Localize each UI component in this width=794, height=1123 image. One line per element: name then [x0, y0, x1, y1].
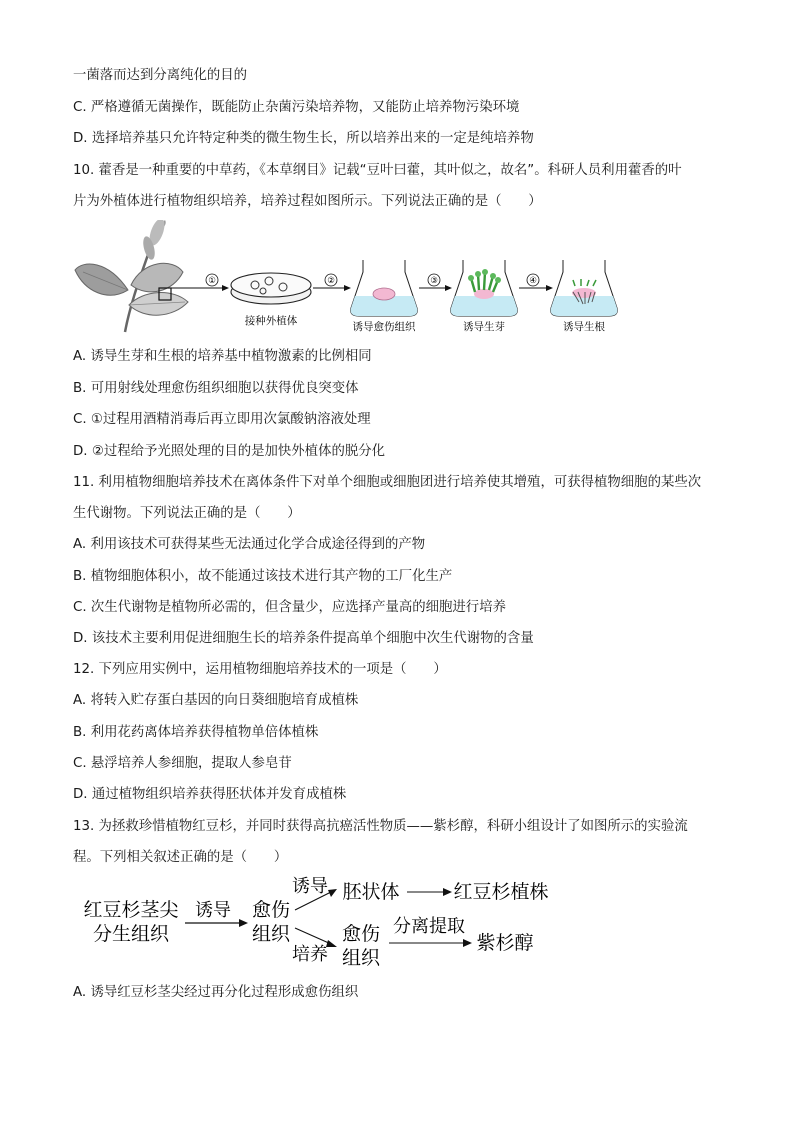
- option-13a: A. 诱导红豆杉茎尖经过再分化过程形成愈伤组织: [73, 985, 359, 1000]
- taxol-flow-figure: [73, 868, 573, 978]
- node-taxol: 紫杉醇: [476, 932, 534, 954]
- tissue-culture-figure: [73, 220, 633, 340]
- plant-leaf-illustration: [75, 220, 188, 332]
- question-11-line2: 生代谢物。下列说法正确的是（ ）: [73, 506, 301, 521]
- label-callus: 诱导愈伤组织: [352, 321, 416, 333]
- option-12b: B. 利用花药离体培养获得植物单倍体植株: [73, 725, 319, 740]
- option-11a: A. 利用该技术可获得某些无法通过化学合成途径得到的产物: [73, 537, 426, 552]
- node-callus-line2: 组织: [251, 923, 291, 945]
- option-9d: D. 选择培养基只允许特定种类的微生物生长，所以培养出来的一定是纯培养物: [73, 131, 534, 146]
- arrow-culture-label: 培养: [292, 944, 328, 965]
- arrow-induce-label: 诱导: [195, 900, 231, 921]
- option-12a: A. 将转入贮存蛋白基因的向日葵细胞培育成植株: [73, 693, 359, 708]
- question-10-line2: 片为外植体进行植物组织培养，培养过程如图所示。下列说法正确的是（ ）: [73, 194, 542, 209]
- label-root: 诱导生根: [563, 321, 605, 333]
- node-callus2-line2: 组织: [341, 947, 381, 969]
- label-shoot: 诱导生芽: [463, 321, 505, 333]
- node-source-line1: 红豆杉茎尖: [83, 899, 179, 921]
- step-3-label: ③: [430, 276, 438, 286]
- option-10c: C. ①过程用酒精消毒后再立即用次氯酸钠溶液处理: [73, 412, 371, 427]
- option-11d: D. 该技术主要利用促进细胞生长的培养条件提高单个细胞中次生代谢物的含量: [73, 631, 534, 646]
- node-source-line2: 分生组织: [92, 923, 170, 945]
- question-12: 12. 下列应用实例中，运用植物细胞培养技术的一项是（ ）: [73, 662, 447, 677]
- arrow-extract-label: 分离提取: [393, 916, 465, 937]
- question-13-line2: 程。下列相关叙述正确的是（ ）: [73, 850, 288, 865]
- option-10a: A. 诱导生芽和生根的培养基中植物激素的比例相同: [73, 349, 372, 364]
- node-callus2-line1: 愈伤: [341, 923, 381, 945]
- flask-root: [551, 260, 618, 316]
- option-12c: C. 悬浮培养人参细胞，提取人参皂苷: [73, 756, 292, 771]
- node-embryo: 胚状体: [342, 881, 400, 903]
- step-2-label: ②: [327, 276, 335, 286]
- option-12d: D. 通过植物组织培养获得胚状体并发育成植株: [73, 787, 347, 802]
- option-11b: B. 植物细胞体积小，故不能通过该技术进行其产物的工厂化生产: [73, 569, 453, 584]
- node-callus-line1: 愈伤: [251, 899, 291, 921]
- flask-shoot: [451, 260, 518, 316]
- option-9c: C. 严格遵循无菌操作，既能防止杂菌污染培养物，又能防止培养物污染环境: [73, 100, 520, 115]
- option-10d: D. ②过程给予光照处理的目的是加快外植体的脱分化: [73, 444, 386, 459]
- option-10b: B. 可用射线处理愈伤组织细胞以获得优良突变体: [73, 381, 359, 396]
- question-13-line1: 13. 为拯救珍惜植物红豆杉，并同时获得高抗癌活性物质——紫杉醇，科研小组设计了如图所示的实验流: [73, 819, 688, 834]
- question-11-line1: 11. 利用植物细胞培养技术在离体条件下对单个细胞或细胞团进行培养使其增殖，可获得植物细胞的某些次: [73, 475, 702, 490]
- petri-dish: [231, 273, 311, 304]
- label-inoculate: 接种外植体: [244, 315, 298, 327]
- flask-callus: [351, 260, 418, 316]
- arrow-induce-up-label: 诱导: [292, 876, 328, 897]
- question-10-line1: 10. 藿香是一种重要的中草药，《本草纲目》记载“豆叶曰藿，其叶似之，故名”。科研人员利用藿香的叶: [73, 163, 682, 178]
- step-1-label: ①: [208, 276, 216, 286]
- node-plant: 红豆杉植株: [453, 881, 549, 903]
- option-11c: C. 次生代谢物是植物所必需的，但含量少，应选择产量高的细胞进行培养: [73, 600, 506, 615]
- step-4-label: ④: [529, 276, 537, 286]
- text-line: 一菌落而达到分离纯化的目的: [73, 68, 248, 83]
